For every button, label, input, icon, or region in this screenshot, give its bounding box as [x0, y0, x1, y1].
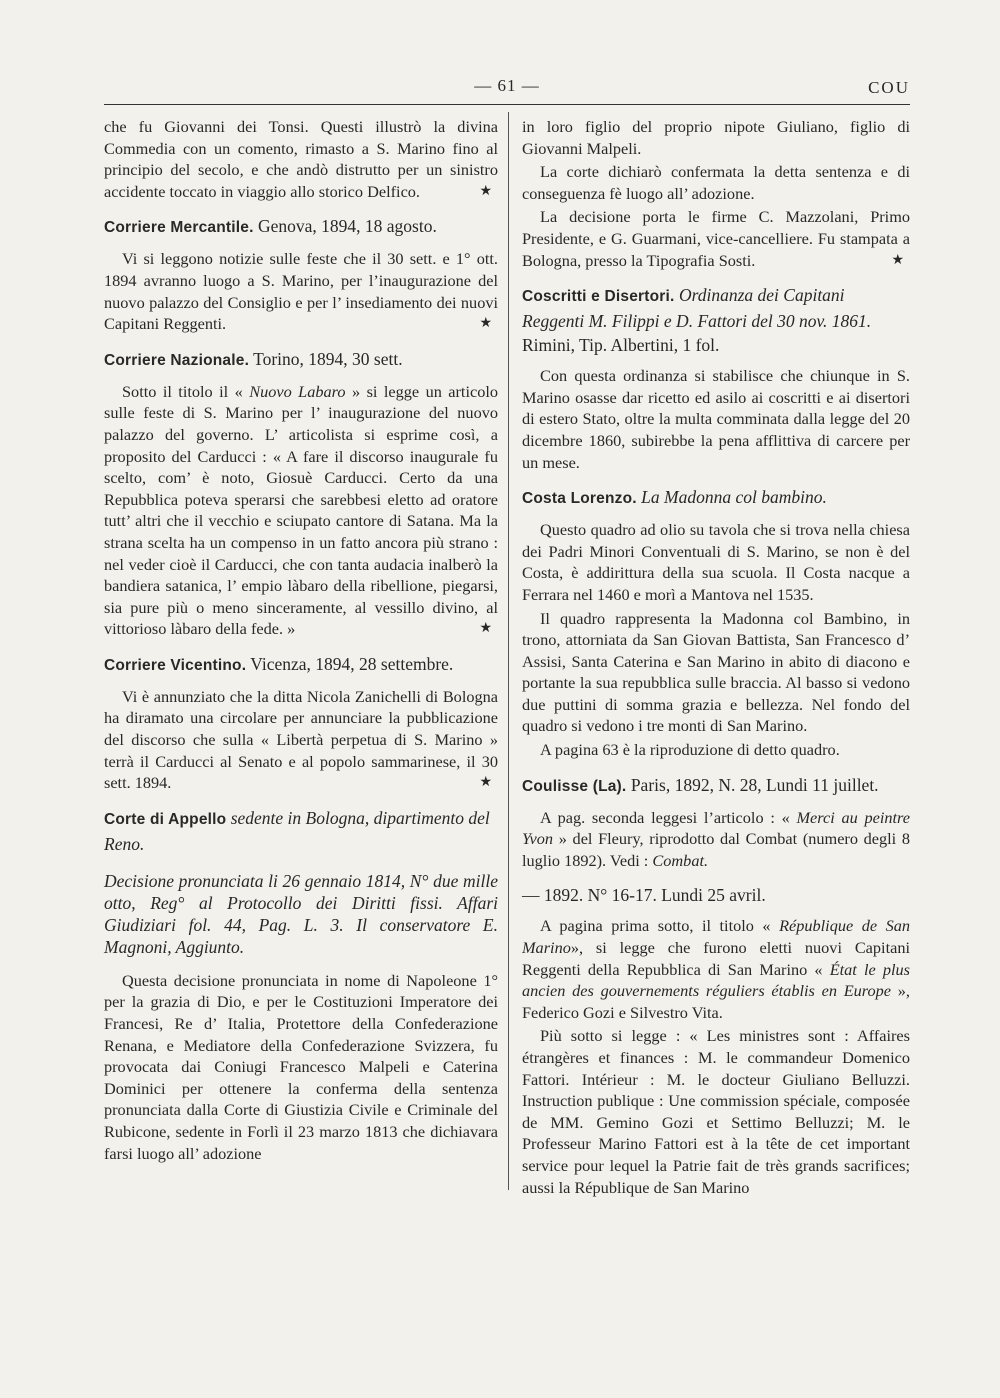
running-head: COU — [868, 78, 910, 97]
paragraph-text: Più sotto si legge : « Les ministres sont : Affaires étrangères et finances : M. le commandeur Domenico Fattori. Intérieur : M. le docteur Giuliano Belluzzi. Instruction publique : Une commission spéciale, composée de MM. Gemino Gozi et Settimo Belluzzi; M. le Professeur Marino Fattori est à la tête de cet important service pour lequel la Patrie fait de très grands sacrifices; aussi la République de San Marino — [522, 1026, 910, 1197]
paragraph-text: La corte dichiarò confermata la detta sentenza e di conseguenza fè luogo all’ adozione. — [522, 162, 910, 203]
paragraph-text: A pagina 63 è la riproduzione di detto quadro. — [540, 740, 840, 760]
entry-heading — [522, 773, 910, 799]
paragraph — [104, 116, 498, 202]
paragraph — [522, 739, 910, 761]
star-marker: ★ — [479, 621, 492, 637]
entry-keyword: Costa Lorenzo. — [522, 490, 637, 508]
italic-title: Nuovo Labaro — [249, 381, 346, 401]
paragraph-text: Il quadro rappresenta la Madonna col Bambino, in trono, attorniata da San Giovan Battista, San Francesco d’ Assisi, Santa Caterina e San Marino in abito di diacono e portante la sua repubblica sulle braccia. Al basso si vedono due puttini di somma grazia e bellezza. Nel fondo del quadro si vedono i tre monti di San Marino. — [522, 608, 910, 736]
entry-keyword: Coscritti e Disertori. — [522, 288, 675, 306]
paragraph — [522, 608, 910, 738]
paragraph-text: Sotto il titolo il « — [122, 381, 243, 401]
paragraph-text: » si legge un articolo sulle feste di S. Marino per l’ inaugurazione del nuovo palazzo del governo. L’ articolista si esprime così, a proposito del Carducci : « A fare il discorso inaugurale fu scelto, com’ è noto, Giosuè Carducci. Certo da una Repubblica poteva sperarsi che sarebbesi eletto ad oratore tutt’ altri che il vecchio e sciupato cantore di Satana. Ma la strana scelta ha un compenso in un fatto ancora più strano : nel veder cioè il Carducci, che con tanta audacia inalberò la bandiera satanica, l’ empio làbaro della ribellione, piegarsi, sia pure più o meno sinceramente, al vessillo divino, al vittorioso làbaro della fede. » — [104, 381, 499, 639]
paragraph-text: Questo quadro ad olio su tavola che si trova nella chiesa dei Padri Minori Conventuali di S. Marino, se non è del Costa, è addirittura della sua scuola. Il Costa nacque a Ferrara nel 1460 e morì a Mantova nel 1535. — [522, 520, 910, 604]
italic-title: État le plus ancien des gouvernements réguliers établis en Europe — [522, 959, 910, 1001]
paragraph-text: in loro figlio del proprio nipote Giuliano, figlio di Giovanni Malpeli. — [522, 117, 910, 158]
entry-keyword: Coulisse (La). — [522, 777, 627, 795]
entry-keyword: Corte di Appello — [104, 810, 227, 828]
paragraph — [522, 206, 910, 271]
entry-detail: Paris, 1892, N. 28, Lundi 11 juillet. — [630, 774, 879, 795]
paragraph — [522, 807, 910, 872]
entry-heading — [522, 485, 910, 511]
paragraph — [522, 1025, 910, 1198]
paragraph-text: Con questa ordinanza si stabilisce che chiunque in S. Marino osasse dar ricetto ed asilo ai coscritti e ai disertori di estero Stato, oltre la multa comminata dalla legge del 20 dicembre 1860, subirebbe la pena afflittiva di carcere per un mese. — [522, 366, 910, 472]
entry-heading — [104, 347, 498, 373]
paragraph — [522, 915, 910, 1023]
entry-detail: sedente in Bologna, dipartimento del Reno. — [104, 807, 490, 854]
entry-subheading: — 1892. N° 16-17. Lundi 25 avril. — [522, 885, 766, 906]
paragraph — [104, 970, 498, 1164]
page-number: — 61 — — [474, 76, 540, 95]
paragraph-text: », si legge che furono eletti nuovi Capitani Reggenti della Repubblica di San Marino « — [522, 938, 910, 979]
paragraph-text: A pag. seconda leggesi l’articolo : « — [540, 807, 790, 827]
star-marker: ★ — [479, 316, 492, 332]
entry-heading — [104, 806, 498, 856]
column-divider — [508, 112, 509, 1190]
entry-heading — [522, 283, 910, 357]
page-header — [104, 72, 910, 102]
paragraph-text: La decisione porta le firme C. Mazzolani, Primo Presidente, e G. Guarmani, vice-cancelliere. Fu stampata a Bologna, presso la Tipografia Sosti. — [522, 207, 910, 270]
paragraph — [522, 519, 910, 605]
paragraph — [522, 365, 910, 473]
right-column — [522, 116, 910, 1200]
paragraph-text: A pagina prima sotto, il titolo « — [540, 916, 771, 936]
entry-title: La Madonna col bambino. — [641, 487, 827, 508]
italic-title: Combat. — [652, 850, 709, 870]
entry-detail: Torino, 1894, 30 sett. — [253, 348, 403, 369]
entry-detail: Vicenza, 1894, 28 settembre. — [250, 653, 454, 674]
entry-title: Ordinanza dei Capitani Reggenti M. Filippi e D. Fattori del 30 nov. 1861. — [522, 285, 872, 332]
italic-title: Merci au peintre Yvon — [522, 807, 910, 849]
left-column — [104, 116, 498, 1166]
entry-keyword: Corriere Mercantile. — [104, 219, 254, 237]
paragraph-text: », Federico Gozi e Silvestro Vita. — [522, 981, 910, 1022]
paragraph — [522, 116, 910, 159]
paragraph — [104, 381, 498, 640]
star-marker: ★ — [479, 775, 492, 791]
paragraph-text: » del Fleury, riprodotto dal Combat (numero degli 8 luglio 1892). Vedi : — [522, 829, 910, 870]
paragraph — [522, 161, 910, 204]
entry-detail: Rimini, Tip. Albertini, 1 fol. — [522, 335, 720, 356]
entry-keyword: Corriere Nazionale. — [104, 351, 250, 369]
paragraph — [104, 686, 498, 794]
star-marker: ★ — [479, 183, 492, 199]
paragraph-text: che fu Giovanni dei Tonsi. Questi illustrò la divina Commedia con un comento, rimasto a S. Marino fino al principio del secolo, e che andò distrutto per un sinistro accidente toccato in viaggio allo storico Delfico. — [104, 117, 498, 201]
paragraph-text: Vi è annunziato che la ditta Nicola Zanichelli di Bologna ha diramato una circolare per annunciare la pubblicazione del discorso che sulla « Libertà perpetua di S. Marino » terrà il Carducci al Senato e al popolo sammarinese, il 30 sett. 1894. — [104, 686, 498, 793]
star-marker: ★ — [891, 252, 904, 268]
entry-heading — [104, 214, 498, 240]
paragraph — [104, 248, 498, 334]
paragraph-text: Vi si leggono notizie sulle feste che il 30 sett. e 1° ott. 1894 avranno luogo a S. Marino, per l’inaugurazione del nuovo palazzo del Consiglio e per l’ insediamento dei nuovi Capitani Reggenti. — [104, 249, 498, 334]
entry-heading — [104, 652, 498, 678]
header-rule — [104, 104, 910, 105]
italic-title: République de San Marino — [522, 916, 911, 958]
entry-detail: Genova, 1894, 18 agosto. — [257, 216, 437, 237]
entry-keyword: Corriere Vicentino. — [104, 656, 247, 674]
decision-citation: Decisione pronunciata li 26 gennaio 1814, N° due mille otto, Reg° al Protocollo dei Diritti fissi. Affari Giudiziari fol. 44, Pag. L. 3. Il conservatore E. Magnoni, Aggiunto. — [104, 870, 498, 957]
paragraph-text: Questa decisione pronunciata in nome di Napoleone 1° per la grazia di Dio, e per le Costituzioni Imperatore dei Francesi, Re d’ Italia, Protettore della Confederazione Renana, e Mediatore della Confederazione Svizzera, fu provocata dai Coniugi Francesco Malpeli e Caterina Dominici per ottenere la conferma della sentenza pronunciata dalla Corte di Giustizia Civile e Criminale del Rubicone, sedente in Forlì il 23 marzo 1813 che dichiavara farsi luogo all’ adozione — [104, 970, 498, 1163]
